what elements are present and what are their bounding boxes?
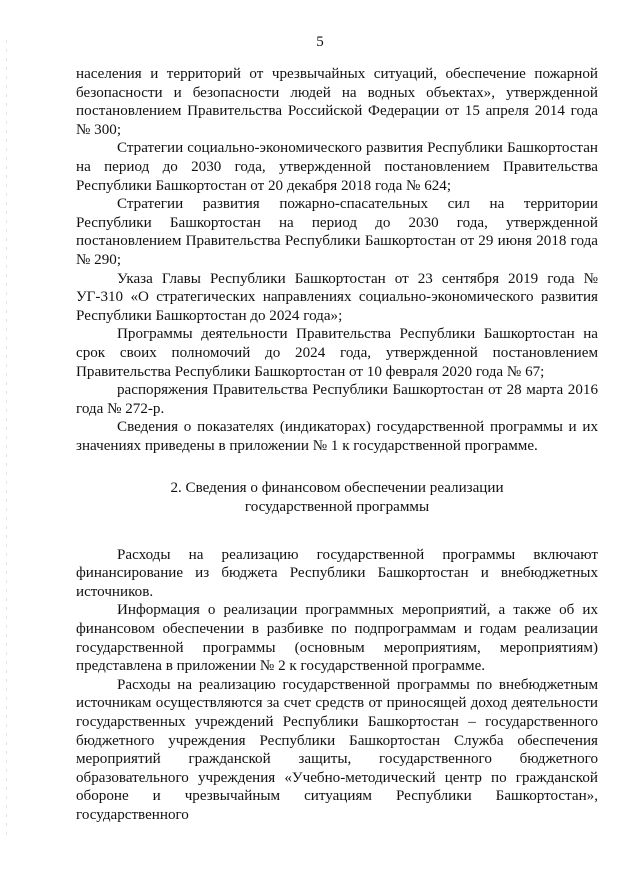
section-heading-line-1: 2. Сведения о финансовом обеспечении реализации — [170, 480, 504, 497]
section-heading — [76, 479, 598, 516]
paragraph-expenses: Расходы на реализацию государственной программы включают финансирование из бюджета Республики Башкортостан и внебюджетных источников. — [76, 546, 598, 600]
paragraph-indicators: Сведения о показателях (индикаторах) государственной программы и их значениях приведены в приложении № 1 к государственной программе. — [76, 419, 598, 454]
paragraph-order: распоряжения Правительства Республики Башкортостан от 28 марта 2016 года № 272-р. — [76, 382, 598, 417]
paragraph-strategy-fire-rescue: Стратегии развития пожарно-спасательных сил на территории Республики Башкортостан на период до 2030 года, утвержденной постановлением Правительства Республики Башкортостан от 29 июня 2018 года № 290; — [76, 196, 598, 268]
page-number: 5 — [316, 34, 324, 50]
document-body — [76, 65, 598, 825]
scan-edge-artifact — [6, 40, 7, 840]
paragraph-government-program: Программы деятельности Правительства Республики Башкортостан на срок своих полномочий до 2024 года, утвержденной постановлением Правительства Республики Башкортостан от 10 февраля 2020 года № 67; — [76, 326, 598, 380]
paragraph-extrabudgetary: Расходы на реализацию государственной программы по внебюджетным источникам осуществляются за счет средств от приносящей доход деятельности государственных учреждений Республики Башкортостан – государственного бюджетного учреждения Республики Башкортостан Служба обеспечения мероприятий гражданской защиты, государственного бюджетного образовательного учреждения «Учебно-методический центр по гражданской обороне и чрезвычайным ситуациям Республики Башкортостан», государственного — [76, 676, 598, 823]
paragraph-decree-head: Указа Главы Республики Башкортостан от 23 сентября 2019 года № УГ-310 «О стратегических направлениях социально-экономического развития Республики Башкортостан до 2024 года»; — [76, 270, 598, 324]
paragraph-information: Информация о реализации программных мероприятий, а также об их финансовом обеспечении в разбивке по подпрограммам и годам реализации государственной программы (основным мероприятиям, мероприятиям) представлена в приложении № 2 к государственной программе. — [76, 602, 598, 675]
section-heading-line-2: государственной программы — [244, 499, 430, 516]
paragraph-continuation: населения и территорий от чрезвычайных ситуаций, обеспечение пожарной безопасности и безопасности людей на водных объектах», утвержденной постановлением Правительства Российской Федерации от 15 апреля 2014 года № 300; — [76, 66, 598, 138]
paragraph-strategy-socioeconomic: Стратегии социально-экономического развития Республики Башкортостан на период до 2030 года, утвержденной постановлением Правительства Республики Башкортостан от 20 декабря 2018 года № 624; — [76, 140, 598, 194]
